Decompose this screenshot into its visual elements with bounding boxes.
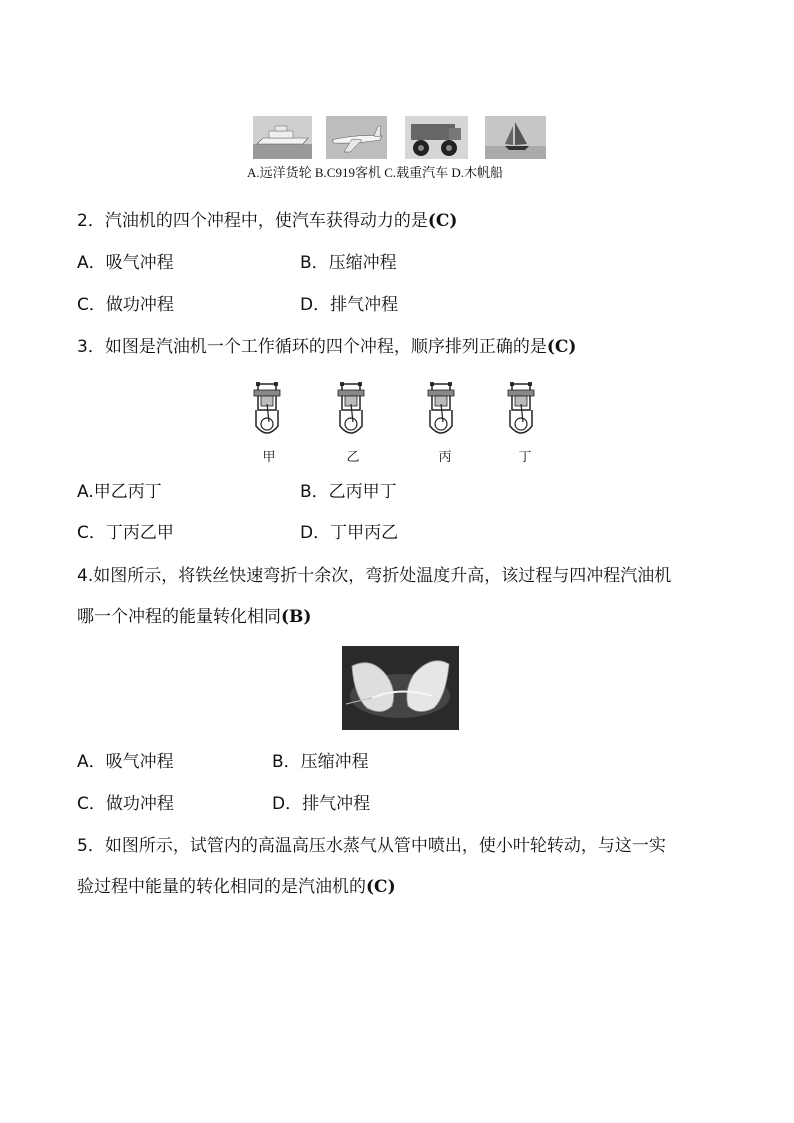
engine-jia <box>254 382 280 433</box>
engine-bing <box>428 382 454 433</box>
q5-stem-line1: 5．如图所示，试管内的高温高压水蒸气从管中喷出，使小叶轮转动，与这一实 <box>77 836 666 856</box>
q4-stem-line2 <box>77 606 311 628</box>
bending-wire-image <box>342 646 459 730</box>
q4-option-c: C．做功冲程 <box>77 794 174 814</box>
engine-diagrams <box>244 372 544 444</box>
q4-option-d: D．排气冲程 <box>272 794 371 814</box>
q2-option-a: A．吸气冲程 <box>77 253 174 273</box>
ocean-ship-image <box>253 116 312 159</box>
q3-stem <box>77 336 576 358</box>
q3-option-b: B．乙丙甲丁 <box>300 482 397 502</box>
q2-option-d: D．排气冲程 <box>300 295 399 315</box>
q2-option-c: C．做功冲程 <box>77 295 174 315</box>
dump-truck-image <box>405 116 468 159</box>
q4-stem-text: 哪一个冲程的能量转化相同 <box>77 607 281 627</box>
q2-answer: (C) <box>427 211 458 231</box>
vehicle-caption: A.远洋货轮 B.C919客机 C.载重汽车 D.木帆船 <box>247 165 504 180</box>
q4-option-b: B．压缩冲程 <box>272 752 369 772</box>
airplane-image <box>326 116 387 159</box>
q4-stem-line1: 4.如图所示，将铁丝快速弯折十余次，弯折处温度升高，该过程与四冲程汽油机 <box>77 566 672 586</box>
engine-ding <box>508 382 534 433</box>
q4-answer: (B) <box>281 607 312 627</box>
q3-option-a: A.甲乙丙丁 <box>77 482 162 502</box>
q4-option-a: A．吸气冲程 <box>77 752 174 772</box>
q5-stem-text: 验过程中能量的转化相同的是汽油机的 <box>77 877 366 897</box>
sailboat-image <box>485 116 546 159</box>
q5-answer: (C) <box>366 877 396 897</box>
engine-label-bing: 丙 <box>438 450 452 465</box>
engine-label-ding: 丁 <box>518 450 532 465</box>
q3-answer: (C) <box>546 337 577 357</box>
engine-label-yi: 乙 <box>346 450 360 465</box>
q2-stem <box>77 210 457 232</box>
q3-stem-text: 3．如图是汽油机一个工作循环的四个冲程，顺序排列正确的是 <box>77 337 547 357</box>
q2-stem-text: 2．汽油机的四个冲程中，使汽车获得动力的是 <box>77 211 428 231</box>
engine-label-jia: 甲 <box>262 450 276 465</box>
q5-stem-line2 <box>77 876 396 898</box>
engine-yi <box>338 382 364 433</box>
q3-option-d: D．丁甲丙乙 <box>300 523 399 543</box>
q2-option-b: B．压缩冲程 <box>300 253 397 273</box>
q3-option-c: C．丁丙乙甲 <box>77 523 174 543</box>
